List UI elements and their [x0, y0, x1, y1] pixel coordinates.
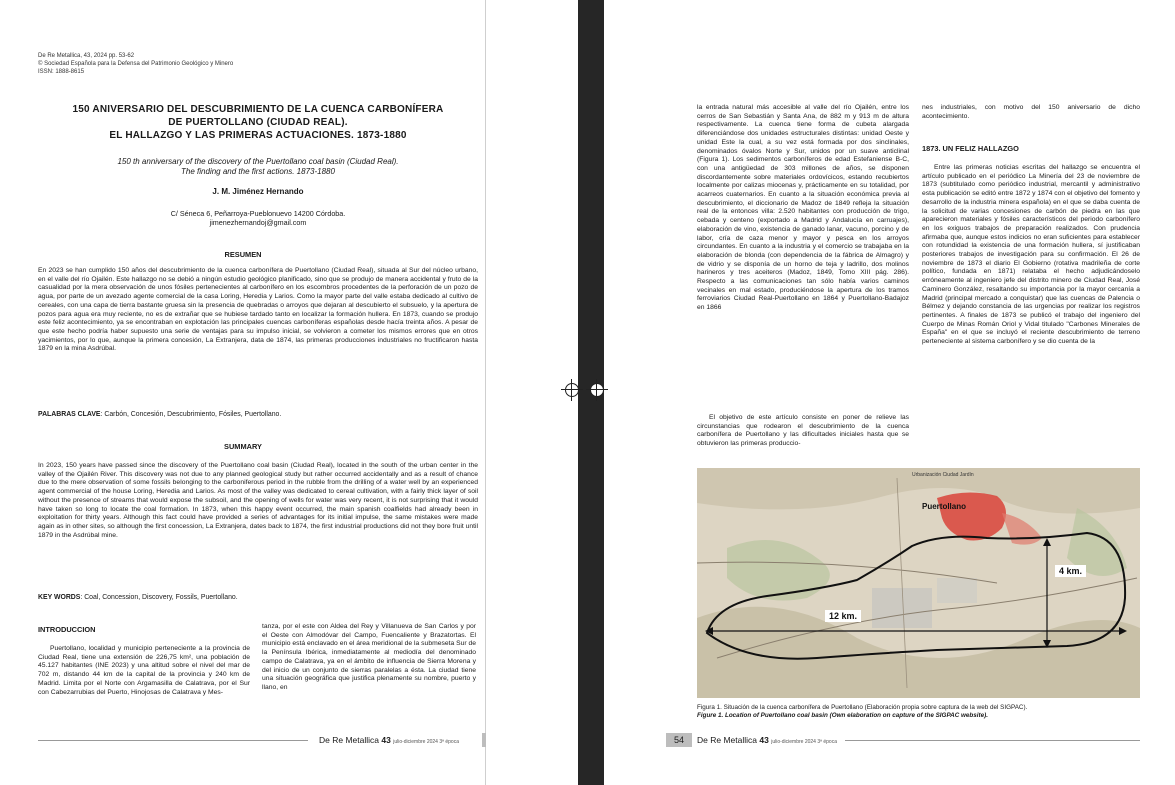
title-line: 150 ANIVERSARIO DEL DESCUBRIMIENTO DE LA CUENCA CARBONÍFERA	[72, 104, 444, 115]
footer-rule	[845, 740, 1140, 741]
palabras-label: PALABRAS CLAVE	[38, 411, 101, 418]
article-title	[38, 103, 478, 142]
right-column-2: Entre las primeras noticias escritas del hallazgo se encuentra el artículo publicado en el periódico La Minería del 23 de noviembre de 1873 (subtitulado como periódico industrial, mercantil y administrativo esta publicación se editó entre 1872 y 1874 con el objetivo del fomento y desarrollo de la industria minera española) en el que se daba cuenta de la solicitud de varias concesiones de carbón de piedra en las que aparecieron materiales y fósiles característicos del periodo carbonífero en los exiguos trabajos de preparación realizados. Con prudencia afirmaba que, aunque estos indicios no eran suficientes para establecer con rotundidad la existencia de una formación hullera, sí justificaban posteriores trabajos de investigación para su confirmación. El 26 de noviembre de 1873 el diario El Gobierno (rotativa madrileña de corte político, fundada en 1871) relataba el hecho adjudicándoselo erróneamente al ingeniero jefe del distrito minero de Ciudad Real, José Caminero González, resaltando su importancia por la mayor cercanía a Madrid (principal mercado a conquistar) que las cuencas de Palencia o Bélmez y dejando constancia de las urgencias por realizar los registros pertinentes. A finales de 1873 se publicó el trabajo del ingeniero del Cuerpo de Minas Román Oriol y Vidal titulado "Carbones Minerales de España" en el que se incluyó el reciente descubrimiento de terreno perteneciente al sistema carbonífero y se dio cuenta de la	[922, 164, 1140, 346]
footer-left	[315, 733, 463, 747]
author-name: J. M. Jiménez Hernando	[212, 187, 304, 196]
registration-mark-icon	[565, 383, 579, 397]
keywords-label: KEY WORDS	[38, 594, 81, 601]
registration-mark-icon	[590, 383, 604, 397]
footer-magazine: De Re Metallica	[319, 735, 379, 745]
key-words	[38, 594, 478, 601]
map-mine-area	[937, 578, 977, 603]
title-line: EL HALLAZGO Y LAS PRIMERAS ACTUACIONES. 1873-1880	[109, 130, 407, 141]
journal-meta	[38, 52, 233, 76]
caption-spanish: Figura 1. Situación de la cuenca carbonífera de Puertollano (Elaboración propia sobre captura de la web del SIGPAC).	[697, 704, 1028, 711]
page-number: 54	[666, 733, 692, 747]
footer-rule	[38, 740, 308, 741]
intro-column-1: Puertollano, localidad y municipio perteneciente a la provincia de Ciudad Real, tiene una extensión de 226,75 km², una población de 45.127 habitantes (INE 2023) y una altitud sobre el nivel del mar de 702 m, distando 44 km de la capital de la provincia y 240 km de Madrid. Limita por el Norte con Argamasilla de Calatrava, por el Sur con Cabezarrubias del Puerto, Hinojosas de Calatrava y Mes-	[38, 645, 250, 696]
subtitle-line: 150 th anniversary of the discovery of the Puertollano coal basin (Ciudad Real).	[117, 157, 399, 166]
feliz-hallazgo-heading: 1873. UN FELIZ HALLAZGO	[922, 144, 1019, 153]
subtitle-line: The finding and the first actions. 1873-1880	[181, 167, 335, 176]
summary-heading: SUMMARY	[224, 442, 262, 451]
resumen-heading: RESUMEN	[224, 250, 262, 259]
footer-date: julio-diciembre 2024 3ª época	[393, 739, 459, 745]
keywords-values: : Coal, Concession, Discovery, Fossils, Puertollano.	[80, 594, 238, 601]
affiliation-address: C/ Séneca 6, Peñarroya-Pueblonuevo 14200 Córdoba.	[170, 209, 346, 218]
intro-column-2: tanza, por el este con Aldea del Rey y Villanueva de San Carlos y por el Oeste con Almodóvar del Campo, Fuencaliente y Brazatortas. El municipio está enclavado en el área meridional de la submeseta Sur de la Península Ibérica, inmediatamente al mediodía del denominado campo de Calatrava, ya en el ámbito de influencia de Sierra Morena y del inicio de un conjunto de sierras paralelas a ésta. La ciudad tiene una situación geográfica que justifica plenamente su nombre, puerto y llano, en	[262, 623, 476, 691]
meta-line: ISSN: 1888-8615	[38, 69, 85, 75]
map-mine-area	[872, 588, 932, 628]
intro-heading: INTRODUCCION	[38, 625, 96, 634]
left-page	[0, 0, 486, 785]
footer-date: julio-diciembre 2024 3ª época	[771, 739, 837, 745]
right-column-1: la entrada natural más accesible al valle del río Ojailén, entre los cerros de San Sebastián y Santa Ana, de 882 m y 913 m de altura respectivamente. La cuenca tiene forma de cubeta alargada diferenciándose dos unidades estructurales distintas: unidad Oeste y unidad Este la cual, a su vez está formada por dos sinclinales, denominados óvalos Norte y Sur, unidos por un suave anticlinal (Figura 1). Los sedimentos carboníferos de edad Estefaniense B-C, con una antigüedad de 303 millones de años, se disponen discordantemente sobre materiales ordovícicos, estando recubiertos localmente por calizas miocenas y, prácticamente en su totalidad, por acarreos cuaternarios. En cuanto a la situación económica previa al descubrimiento, el diccionario de Madoz de 1849 refleja la situación real de la entonces villa: 2.520 habitantes con producción de trigo, cebada y centeno (exportado a Madrid y Andalucía en carruajes), elaboración de vino, existencia de ganado lanar, vacuno, porcino y de labor, cría de caza menor y mayor y pesca en los arroyos circundantes. En cuanto a la industria y el comercio se trabajaba en la elaboración de blonda (con dependencia de la fábrica de Almagro) y de vidrio y se disponía de un horno de teja y ladrillo, dos molinos harineros y tres aceiteros (Madoz, 1849, Tomo XIII pág. 286). Respecto a las comunicaciones tan sólo había varios caminos vecinales en mal estado, produciéndose la apertura de los tramos ferroviarios Ciudad Real-Puertollano en 1864 y Puertollano-Badajoz en 1866	[697, 104, 909, 312]
map-top-label: Urbanización Ciudad Jardín	[912, 472, 974, 478]
figure-map	[697, 468, 1140, 698]
meta-line: De Re Metallica, 43, 2024 pp. 53-62	[38, 53, 135, 59]
map-town-label: Puertollano	[922, 502, 967, 511]
palabras-clave	[38, 411, 478, 418]
footer-right	[697, 733, 841, 747]
affiliation-email: jimenezhernandoj@gmail.com	[209, 218, 307, 227]
article-subtitle	[38, 157, 478, 177]
map-4km-label: 4 km.	[1055, 565, 1086, 577]
map-12km-label: 12 km.	[825, 610, 861, 622]
palabras-values: : Carbón, Concesión, Descubrimiento, Fósiles, Puertollano.	[100, 411, 282, 418]
author-affiliation	[38, 209, 478, 227]
meta-line: © Sociedad Española para la Defensa del Patrimonio Geológico y Minero	[38, 61, 234, 67]
footer-magazine: De Re Metallica	[697, 735, 757, 745]
footer-issue: 43	[381, 735, 391, 745]
map-svg	[697, 468, 1140, 698]
summary-text: In 2023, 150 years have passed since the discovery of the Puertollano coal basin (Ciudad Real), located in the south of the urban center in the valley of the Ojailén River. This discovery was not due to any planned geological study but rather occurred accidentally and as a result of chance due to the mere observation of some fossils belonging to the carboniferous period in the rubble from the drilling of a water well by an experienced agent commercial of the house Loring, Heredia and Larios. As most of the valley was dedicated to cereal cultivation, with a fairly thick layer of soil without the presence of streams that would expose the subsoil, and the opening of wells for water was very recent, it is not surprising that it would have taken so long to locate the coal formation. In 1873, when this happy event occurred, the main spanish coalfields had already been in exploitation for thirty years. Although this fact could have provided a series of advantages for its initial impulse, the same mistakes were made again as in other sites, so although the first concession, La Extranjera, dates back to 1874, the first industrial productions did not they bore fruit until 1879 in the Asdrúbal mine.	[38, 462, 478, 539]
right-column-1-objective: El objetivo de este artículo consiste en poner de relieve las circunstancias que rodearon el descubrimiento de la cuenca carbonífera de Puertollano y las dificultades iniciales hasta que se obtuvieron las primeras produccio-	[697, 414, 909, 448]
right-column-2-intro: nes industriales, con motivo del 150 aniversario de dicho acontecimiento.	[922, 104, 1140, 120]
figure-caption	[697, 704, 1140, 720]
resumen-text: En 2023 se han cumplido 150 años del descubrimiento de la cuenca carbonífera de Puertollano (Ciudad Real), situada al Sur del núcleo urbano, en el valle del río Ojailén. Este hallazgo no se debió a ningún estudio geológico planificado, sino que se produjo de manera accidental y fruto de la casualidad por la mera observación de unos fósiles pertenecientes al carbonífero en los escombros procedentes de la perforación de un pozo de agua, por parte de un avezado agente comercial de la casa Loring, Heredia y Larios. Como la mayor parte del valle estaba dedicado al cultivo de cereales, con una capa de tierra bastante gruesa sin la presencia de quebradas o arroyos que dejaran al descubierto el subsuelo, y la apertura de pozos para agua era muy reciente, no es de extrañar que se hubiese tardado tanto en localizar la formación hullera. En 1873, cuando se produjo este feliz acontecimiento, ya se encontraban en explotación las principales cuencas carboníferas españolas desde hacía treinta años. A pesar de que este hecho podría haber supuesto una serie de ventajas para su impulso inicial, se volvieron a cometer los mismos errores que en otros yacimientos, por lo que, aunque la primera concesión, La Extranjera, data de 1874, las primeras producciones industriales no fructificaron hasta 1879 en la mina Asdrúbal.	[38, 267, 478, 353]
footer-issue: 43	[759, 735, 769, 745]
caption-english: Figure 1. Location of Puertollano coal basin (Own elaboration on capture of the SIGPAC website).	[697, 712, 988, 719]
title-line: DE PUERTOLLANO (CIUDAD REAL).	[168, 117, 348, 128]
